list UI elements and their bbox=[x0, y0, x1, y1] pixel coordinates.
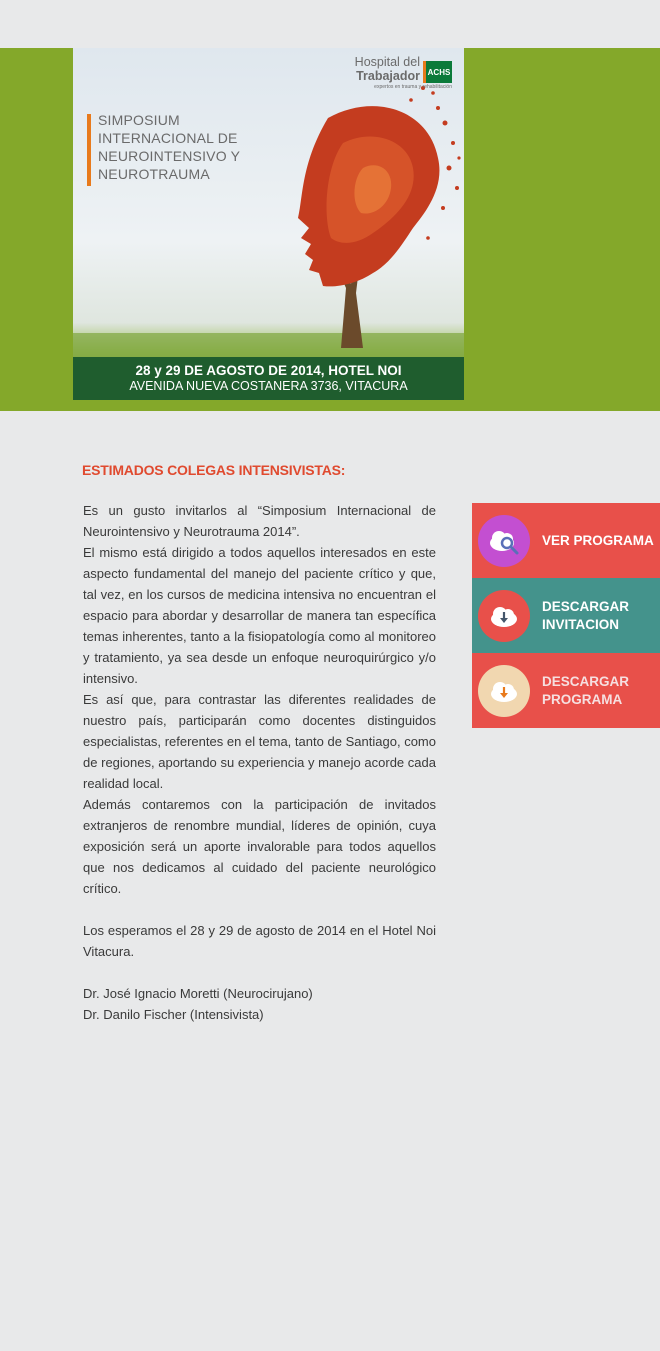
cloud-download-icon bbox=[478, 665, 530, 717]
descargar-invitacion-button[interactable] bbox=[472, 578, 660, 653]
label-line: INVITACION bbox=[542, 616, 619, 632]
sidebar-actions bbox=[472, 503, 660, 728]
cloud-search-icon bbox=[478, 515, 530, 567]
poster-title-line: NEUROTRAUMA bbox=[98, 166, 210, 182]
label-line: PROGRAMA bbox=[542, 691, 623, 707]
label-line: DESCARGAR bbox=[542, 598, 630, 614]
signature-fischer: Dr. Danilo Fischer (Intensivista) bbox=[83, 1007, 264, 1022]
tree-head-illustration bbox=[73, 48, 464, 400]
body-paragraph: Es así que, para contrastar las diferentes realidades de nuestro país, participarán como docentes distinguidos especialistas, referentes en el tema, tanto de Santiago, como de regiones, aportando su experiencia y manejo acorde cada realidad local. bbox=[83, 692, 436, 791]
letter-body bbox=[83, 500, 436, 1025]
poster-title-line: SIMPOSIUM bbox=[98, 112, 180, 128]
event-poster bbox=[73, 48, 464, 400]
label-line: DESCARGAR bbox=[542, 673, 630, 689]
hospital-logo bbox=[355, 56, 452, 90]
event-address: AVENIDA NUEVA COSTANERA 3736, VITACURA bbox=[129, 379, 408, 393]
body-paragraph: Además contaremos con la participación de invitados extranjeros de renombre mundial, líderes de opinión, cuya exposición será un aporte invalorable para todos aquellos que nos dedicamos al cuidado del paciente neurológico crítico. bbox=[83, 797, 436, 896]
body-paragraph: El mismo está dirigido a todos aquellos interesados en este aspecto fundamental del manejo del paciente crítico y que, tal vez, en los cursos de medicina intensiva no encuentran el espacio para abordar y desarrollar de manera tan específica temas inherentes, tanto a la fisiopatología como al monitoreo y tratamiento, ya sea desde un enfoque neuroquirúrgico y/o intensivo. bbox=[83, 545, 436, 686]
cloud-download-icon bbox=[478, 590, 530, 642]
letter-heading: ESTIMADOS COLEGAS INTENSIVISTAS: bbox=[82, 462, 346, 478]
logo-line2: Trabajador bbox=[356, 69, 420, 83]
poster-title-line: INTERNACIONAL DE bbox=[98, 130, 238, 146]
achs-badge: ACHS bbox=[423, 61, 452, 83]
descargar-invitacion-label bbox=[542, 598, 629, 634]
body-paragraph: Es un gusto invitarlos al “Simposium Internacional de Neurointensivo y Neurotrauma 2014”. bbox=[83, 503, 436, 539]
event-date: 28 y 29 DE AGOSTO DE 2014, HOTEL NOI bbox=[135, 363, 402, 378]
ver-programa-label: VER PROGRAMA bbox=[542, 532, 654, 548]
poster-title-line: NEUROINTENSIVO Y bbox=[98, 148, 241, 164]
closing-paragraph: Los esperamos el 28 y 29 de agosto de 2014 en el Hotel Noi Vitacura. bbox=[83, 923, 436, 959]
descargar-programa-button[interactable] bbox=[472, 653, 660, 728]
poster-footer bbox=[73, 357, 464, 400]
descargar-programa-label bbox=[542, 673, 629, 709]
signature-moretti: Dr. José Ignacio Moretti (Neurocirujano) bbox=[83, 986, 313, 1001]
title-accent-bar bbox=[87, 114, 91, 186]
ver-programa-button[interactable] bbox=[472, 503, 660, 578]
logo-line1: Hospital del bbox=[354, 55, 420, 69]
logo-tagline: expertos en trauma y rehabilitación bbox=[374, 84, 452, 90]
poster-title bbox=[98, 111, 240, 183]
